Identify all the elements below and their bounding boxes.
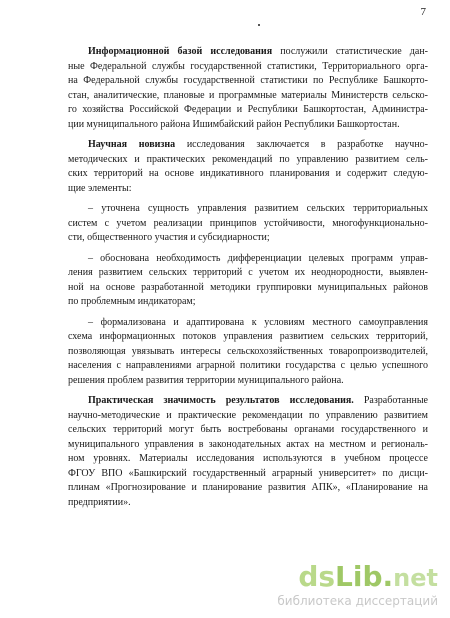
dslib-logo bbox=[277, 560, 438, 593]
text-line bbox=[68, 295, 428, 310]
text-line bbox=[68, 153, 428, 168]
text-line bbox=[68, 394, 428, 409]
text-line bbox=[68, 452, 428, 467]
line-text: ции муниципального района Ишимбайский район Республики Башкортостан. bbox=[68, 118, 400, 130]
line-text: позволяющая увязывать интересы сельскохозяйственных товаропроизводителей, bbox=[68, 345, 428, 357]
text-line bbox=[68, 231, 428, 246]
bold-heading-phrase: Научная новизна bbox=[88, 139, 176, 150]
line-text: предприятии». bbox=[68, 496, 131, 508]
text-line bbox=[68, 359, 428, 374]
text-line bbox=[68, 60, 428, 75]
line-text: ФГОУ ВПО «Башкирский государственный аграрный университет» по дисци- bbox=[68, 467, 428, 479]
line-text: стан, аналитические, плановые и программные материалы Министерств сельско- bbox=[68, 89, 428, 101]
text-line bbox=[68, 252, 428, 267]
logo-dot: . bbox=[382, 560, 394, 593]
line-text: по проблемным индикаторам; bbox=[68, 296, 196, 307]
line-text: сельских территорий могут быть востребованы органами государственного и bbox=[68, 424, 428, 435]
line-text: – уточнена сущность управления развитием сельских территориальных bbox=[88, 203, 428, 214]
line-text: систем с учетом реализации принципов устойчивости, многофункционально- bbox=[68, 217, 428, 229]
text-line bbox=[68, 202, 428, 217]
line-text: го хозяйства Российской Федерации и Республики Башкортостан, Администра- bbox=[68, 104, 428, 115]
watermark-caption: библиотека диссертаций bbox=[277, 594, 438, 608]
text-line bbox=[68, 182, 428, 197]
text-line bbox=[68, 217, 428, 232]
page-number: 7 bbox=[420, 6, 426, 18]
text-line bbox=[68, 330, 428, 345]
text-line bbox=[68, 409, 428, 424]
text-line bbox=[68, 467, 428, 482]
text-line bbox=[68, 496, 428, 511]
line-text: ные Федеральной службы государственной статистики, Территориального орга- bbox=[68, 60, 428, 72]
line-text: щие элементы: bbox=[68, 182, 132, 194]
text-line bbox=[68, 118, 428, 133]
text-line bbox=[68, 423, 428, 438]
line-text: плинам «Прогнозирование и планирование развития АПК», «Планирование на bbox=[68, 482, 428, 493]
logo-net: net bbox=[393, 564, 438, 592]
line-text: – формализована и адаптирована к условиям местного самоуправления bbox=[88, 316, 428, 328]
line-text: ной на основе разработанной методики группировки муниципальных районов bbox=[68, 281, 428, 293]
logo-lib: Lib bbox=[335, 560, 383, 593]
text-line bbox=[68, 167, 428, 182]
dslib-watermark[interactable] bbox=[277, 560, 438, 608]
line-text: ном уровнях. Материалы исследования используются в учебном процессе bbox=[68, 453, 428, 464]
document-body bbox=[68, 45, 428, 510]
text-line bbox=[68, 138, 428, 153]
scan-speck bbox=[258, 24, 260, 26]
text-line bbox=[68, 374, 428, 389]
line-text: на Федеральной службы государственной статистики по Республике Башкорто- bbox=[68, 75, 428, 86]
text-line bbox=[68, 74, 428, 89]
text-line bbox=[68, 438, 428, 453]
line-text: послужили статистические дан- bbox=[272, 46, 428, 57]
bold-heading-phrase: Информационной базой исследования bbox=[88, 46, 273, 57]
line-text: научно-методические и практические рекомендации по управлению развитием bbox=[68, 409, 428, 421]
line-text: схема информационных потоков управления развитием сельских территорий, bbox=[68, 331, 428, 342]
line-text: ления развитием сельских территорий с учетом их неоднородности, выявлен- bbox=[68, 267, 428, 278]
line-text: сти, общественного участия и субсидиарности; bbox=[68, 232, 270, 243]
line-text: муниципального управления в законодательных актах на местном и региональ- bbox=[68, 438, 428, 450]
logo-ds: ds bbox=[298, 560, 336, 593]
text-line bbox=[68, 89, 428, 104]
bold-heading-phrase: Практическая значимость результатов исследования. bbox=[88, 395, 354, 406]
line-text: решения проблем развития территории муниципального района. bbox=[68, 374, 344, 386]
line-text: Разработанные bbox=[353, 395, 428, 406]
text-line bbox=[68, 345, 428, 360]
text-line bbox=[68, 45, 428, 60]
text-line bbox=[68, 281, 428, 296]
text-line bbox=[68, 316, 428, 331]
text-line bbox=[68, 266, 428, 281]
text-line bbox=[68, 481, 428, 496]
line-text: исследования заключается в разработке научно- bbox=[175, 139, 429, 150]
line-text: населения с направлениями аграрной политики государства с целью успешного bbox=[68, 360, 428, 371]
line-text: – обоснована необходимость дифференциации целевых программ управ- bbox=[88, 252, 428, 264]
line-text: ских территорий на основе индикативного планирования и содержит следую- bbox=[68, 168, 428, 179]
text-line bbox=[68, 103, 428, 118]
line-text: методических и практических рекомендаций по управлению развитием сель- bbox=[68, 153, 428, 165]
